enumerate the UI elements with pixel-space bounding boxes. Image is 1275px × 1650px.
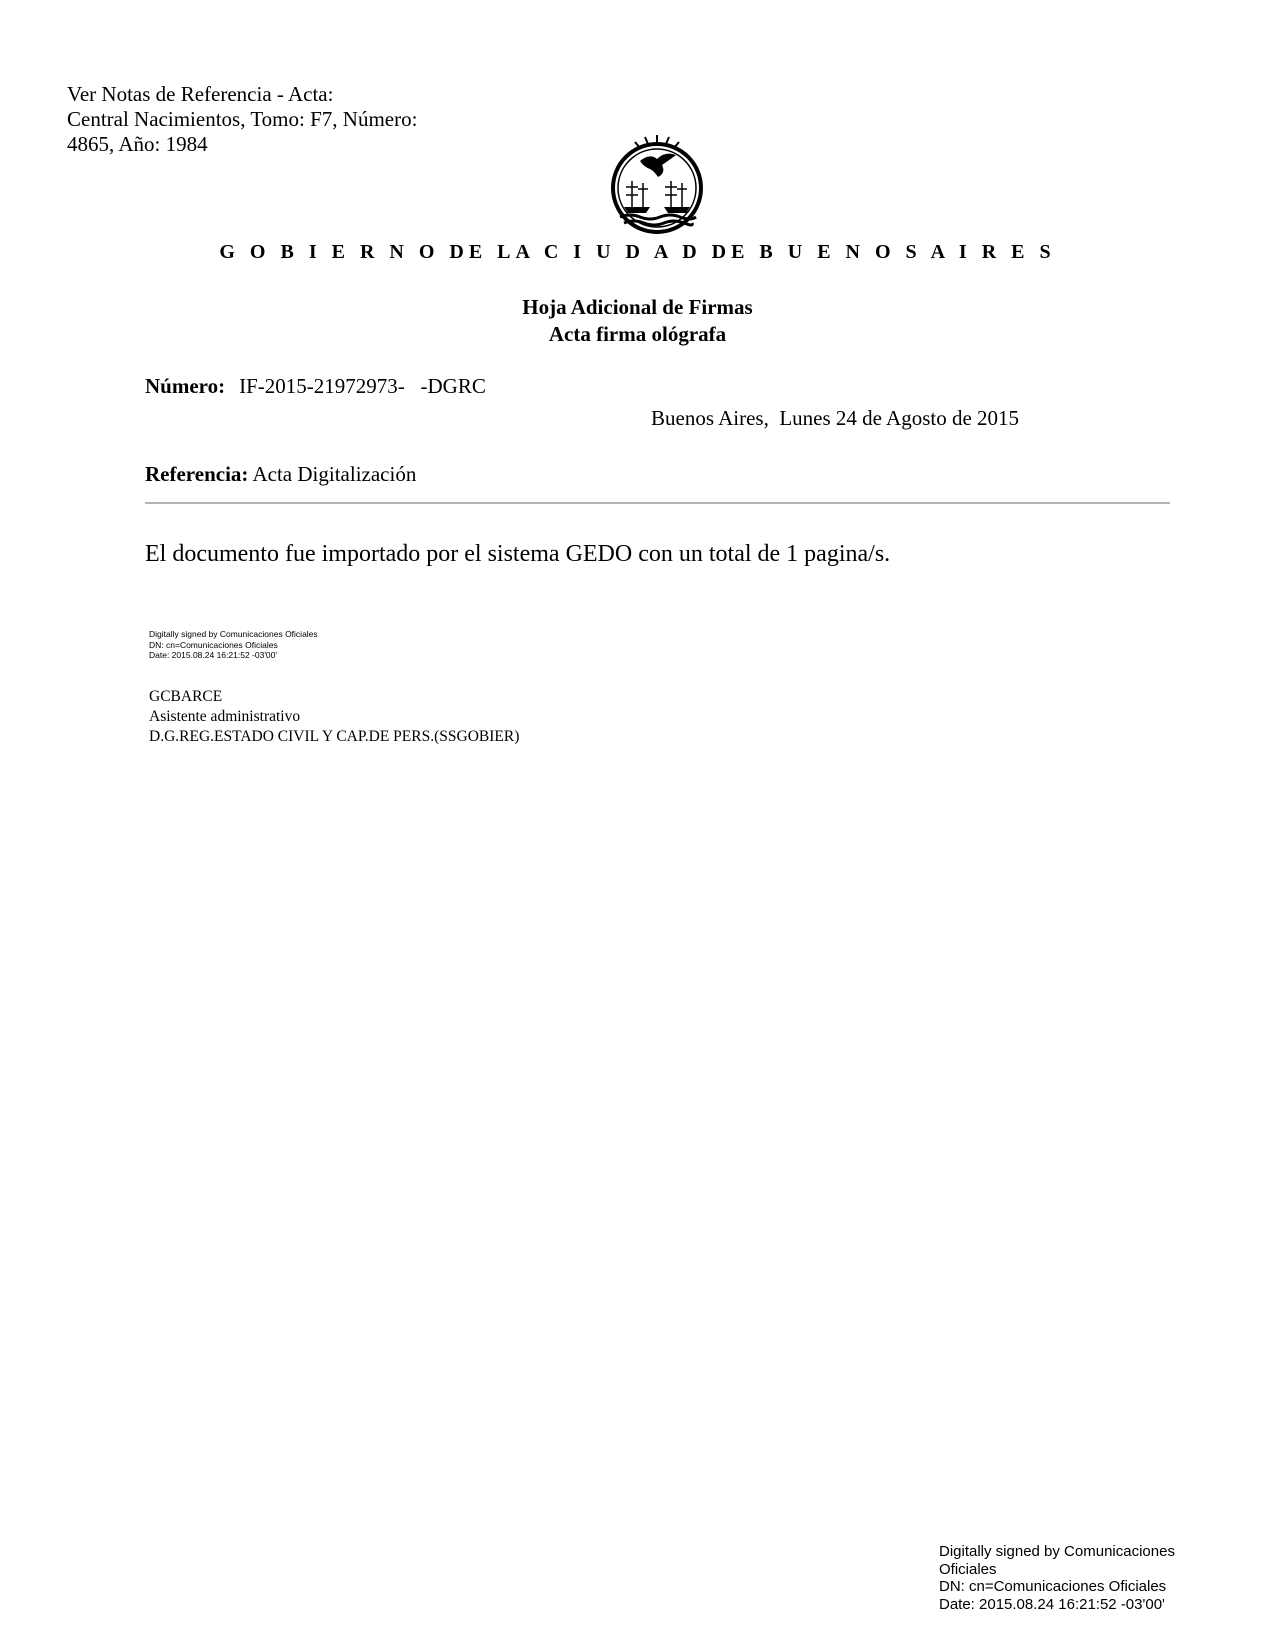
reference-note-line-2: Central Nacimientos, Tomo: F7, Número: <box>67 107 418 131</box>
reference-note-line-3: 4865, Año: 1984 <box>67 132 208 156</box>
signature-bottom-line-3: DN: cn=Comunicaciones Oficiales <box>939 1578 1167 1595</box>
signature-bottom-line-2: Oficiales <box>939 1560 997 1578</box>
signature-bottom-line-4: Date: 2015.08.24 16:21:52 -03'00' <box>939 1595 1165 1613</box>
document-number <box>145 374 486 399</box>
government-title: G O B I E R N O DE LA C I U D A D DE B U E N O S A I R E S <box>219 241 1056 263</box>
numero-label: Número: <box>145 374 226 398</box>
signer-name: GCBARCE <box>149 688 223 705</box>
divider <box>145 502 1170 504</box>
signer-block <box>149 687 519 747</box>
reference-note-line-1: Ver Notas de Referencia - Acta: <box>67 82 334 106</box>
place-date: Buenos Aires, Lunes 24 de Agosto de 2015 <box>651 406 1020 430</box>
buenos-aires-coat-of-arms-icon <box>610 133 705 236</box>
digital-signature-small <box>149 629 318 661</box>
numero-value: IF-2015-21972973- -DGRC <box>239 374 486 398</box>
referencia-value: Acta Digitalización <box>252 462 417 486</box>
signature-small-line-1: Digitally signed by Comunicaciones Oficiales <box>149 629 318 639</box>
digital-signature-bottom <box>939 1543 1259 1613</box>
referencia-label: Referencia: <box>145 462 249 486</box>
signature-small-line-3: Date: 2015.08.24 16:21:52 -03'00' <box>149 650 278 660</box>
sheet-title: Hoja Adicional de Firmas <box>522 295 753 319</box>
sheet-subtitle: Acta firma ológrafa <box>548 322 727 346</box>
signature-small-line-2: DN: cn=Comunicaciones Oficiales <box>149 639 278 650</box>
sheet-title-block <box>0 294 1275 348</box>
signer-office: D.G.REG.ESTADO CIVIL Y CAP.DE PERS.(SSGOBIER) <box>149 728 520 745</box>
signer-role: Asistente administrativo <box>149 708 301 725</box>
signature-bottom-line-1: Digitally signed by Comunicaciones <box>939 1543 1175 1560</box>
reference-note <box>67 82 417 157</box>
document-body: El documento fue importado por el sistema GEDO con un total de 1 pagina/s. <box>145 541 891 567</box>
reference-field <box>145 462 416 487</box>
